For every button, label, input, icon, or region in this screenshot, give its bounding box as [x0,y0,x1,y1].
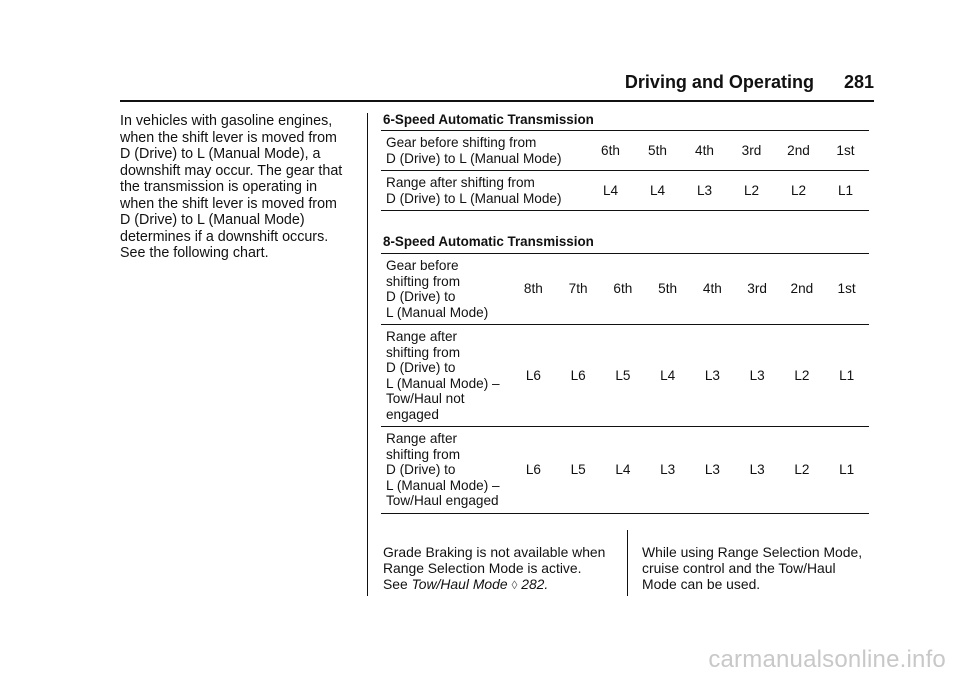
tow-haul-mode-link[interactable]: Tow/Haul Mode [411,576,508,592]
see-prefix: See [383,576,408,592]
table-cell: L6 [511,325,556,427]
table-cell: 5th [634,131,681,171]
left-column [120,113,352,262]
table-cell: 6th [601,254,646,325]
table-cell: L2 [780,427,825,514]
table-cell: L2 [780,325,825,427]
table-cell: L4 [587,171,634,211]
table-cell: 6th [587,131,634,171]
table-cell: L4 [601,427,646,514]
page-reference-number[interactable]: 282. [521,576,549,592]
row-label: Range after shifting from D (Drive) to L (Manual Mode) – Tow/Haul not engaged [381,325,511,427]
table-row [381,131,869,171]
table-cell: L3 [735,427,780,514]
grade-braking-note [383,544,618,593]
table-cell: 8th [511,254,556,325]
table-cell: 1st [824,254,869,325]
table-cell: 2nd [780,254,825,325]
table-cell: 7th [556,254,601,325]
table-cell: 4th [681,131,728,171]
table-cell: 3rd [735,254,780,325]
row-label: Range after shifting from D (Drive) to L (Manual Mode) [381,171,587,211]
page-number: 281 [843,72,874,92]
table-cell: L2 [775,171,822,211]
header-rule [120,100,874,102]
table-cell: L3 [735,325,780,427]
table-cell: L4 [634,171,681,211]
table-cell: L5 [556,427,601,514]
table-row [381,171,869,211]
row-label: Gear before shifting from D (Drive) to L (Manual Mode) [381,254,511,325]
table-cell: L3 [681,171,728,211]
table-cell: 5th [645,254,690,325]
table-cell: L1 [824,325,869,427]
intro-paragraph: In vehicles with gasoline engines, when the shift lever is moved from D (Drive) to L (Manual Mode), a downshift may occur. The gear that the transmission is operating in when the shift lever is moved from D (Drive) to L (Manual Mode) determines if a downshift occurs. See the following chart. [120,113,343,261]
table-cell: L2 [728,171,775,211]
column-divider [367,113,368,596]
six-speed-table [381,130,869,211]
table-cell: L3 [645,427,690,514]
table-cell: 1st [822,131,869,171]
notes-divider [627,530,628,596]
row-label: Range after shifting from D (Drive) to L (Manual Mode) – Tow/Haul engaged [381,427,511,514]
table-cell: 2nd [775,131,822,171]
table-cell: 4th [690,254,735,325]
table-cell: L5 [601,325,646,427]
eight-speed-table [381,253,869,514]
six-speed-title: 6-Speed Automatic Transmission [383,112,594,127]
note-text: Grade Braking is not available when Range Selection Mode is active. [383,544,606,576]
eight-speed-title: 8-Speed Automatic Transmission [383,234,594,249]
table-cell: L6 [556,325,601,427]
table-cell: L3 [690,427,735,514]
page-reference-icon: ◊ [511,578,518,592]
page-title: Driving and Operating [624,72,814,92]
page-header [0,71,874,93]
table-row [381,325,869,427]
table-row [381,427,869,514]
table-row [381,254,869,325]
table-cell: L6 [511,427,556,514]
table-cell: 3rd [728,131,775,171]
watermark: carmanualsonline.info [708,646,946,673]
table-cell: L1 [822,171,869,211]
table-cell: L4 [645,325,690,427]
row-label: Gear before shifting from D (Drive) to L (Manual Mode) [381,131,587,171]
range-selection-note: While using Range Selection Mode, cruise control and the Tow/Haul Mode can be used. [642,544,863,592]
table-cell: L1 [824,427,869,514]
table-cell: L3 [690,325,735,427]
